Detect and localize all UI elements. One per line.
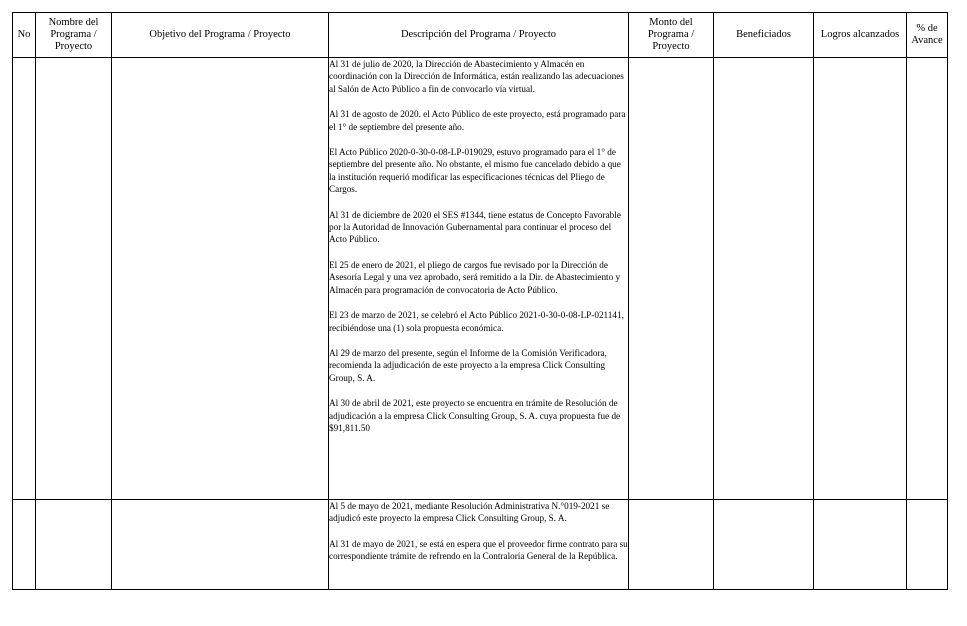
description-paragraph: Al 5 de mayo de 2021, mediante Resolución Administrativa N.°019-2021 se adjudicó este proyecto la empresa Click Consulting Group, S. A. — [329, 501, 610, 524]
table-row — [13, 58, 948, 500]
description-paragraph: Al 31 de mayo de 2021, se está en espera que el proveedor firme contrato para su correspondiente trámite de refrendo en la Contraloría General de la República. — [329, 538, 628, 562]
header-logros: Logros alcanzados — [814, 13, 907, 58]
cell-objetivo — [112, 500, 329, 590]
description-paragraph: El 23 de marzo de 2021, se celebró el Acto Público 2021-0-30-0-08-LP-021141, recibiéndose una (1) sola propuesta económica. — [329, 310, 624, 333]
project-table — [12, 12, 948, 590]
cell-logros — [814, 58, 907, 500]
header-nombre: Nombre del Programa / Proyecto — [36, 13, 112, 58]
header-descripcion: Descripción del Programa / Proyecto — [329, 13, 629, 58]
header-beneficiados: Beneficiados — [714, 13, 814, 58]
cell-avance — [907, 500, 948, 590]
description-paragraph: Al 31 de julio de 2020, la Dirección de Abastecimiento y Almacén en coordinación con la Dirección de Informática, están realizando las adecuaciones al Salón de Acto Público a fin de convocarlo vía virtual. — [329, 59, 624, 94]
description-paragraph: El Acto Público 2020-0-30-0-08-LP-019029, estuvo programado para el 1° de septiembre del presente año. No obstante, el mismo fue cancelado debido a que la institución requerió modificar las especificaciones técnicas del Pliego de Cargos. — [329, 147, 621, 195]
cell-descripcion — [329, 500, 629, 590]
description-paragraph: El 25 de enero de 2021, el pliego de cargos fue revisado por la Dirección de Asesoría Legal y una vez aprobado, será remitido a la Dir. de Abastecimiento y Almacén para programación de convocatoria de Acto Público. — [329, 259, 621, 295]
table-row — [13, 500, 948, 590]
header-objetivo: Objetivo del Programa / Proyecto — [112, 13, 329, 58]
description-paragraph: Al 29 de marzo del presente, según el Informe de la Comisión Verificadora, recomienda la adjudicación de este proyecto a la empresa Click Consulting Group, S. A. — [329, 347, 607, 383]
cell-objetivo — [112, 58, 329, 500]
cell-beneficiados — [714, 58, 814, 500]
cell-nombre — [36, 58, 112, 500]
header-row — [13, 13, 948, 58]
cell-beneficiados — [714, 500, 814, 590]
cell-logros — [814, 500, 907, 590]
cell-monto — [629, 58, 714, 500]
description-paragraph: Al 31 de diciembre de 2020 el SES #1344, tiene estatus de Concepto Favorable por la Autoridad de Innovación Gubernamental para continuar el proceso del Acto Público. — [329, 209, 621, 245]
cell-no — [13, 500, 36, 590]
cell-avance — [907, 58, 948, 500]
header-avance: % de Avance — [907, 13, 948, 58]
description-paragraph: Al 30 de abril de 2021, este proyecto se encuentra en trámite de Resolución de adjudicación a la empresa Click Consulting Group, S. A. cuya propuesta fue de $91,811.50 — [329, 398, 621, 433]
cell-nombre — [36, 500, 112, 590]
cell-descripcion — [329, 58, 629, 500]
cell-no — [13, 58, 36, 500]
header-no: No — [13, 13, 36, 58]
header-monto: Monto del Programa / Proyecto — [629, 13, 714, 58]
description-paragraph: Al 31 de agosto de 2020. el Acto Público de este proyecto, está programado para el 1° de septiembre del presente año. — [329, 109, 626, 132]
cell-monto — [629, 500, 714, 590]
